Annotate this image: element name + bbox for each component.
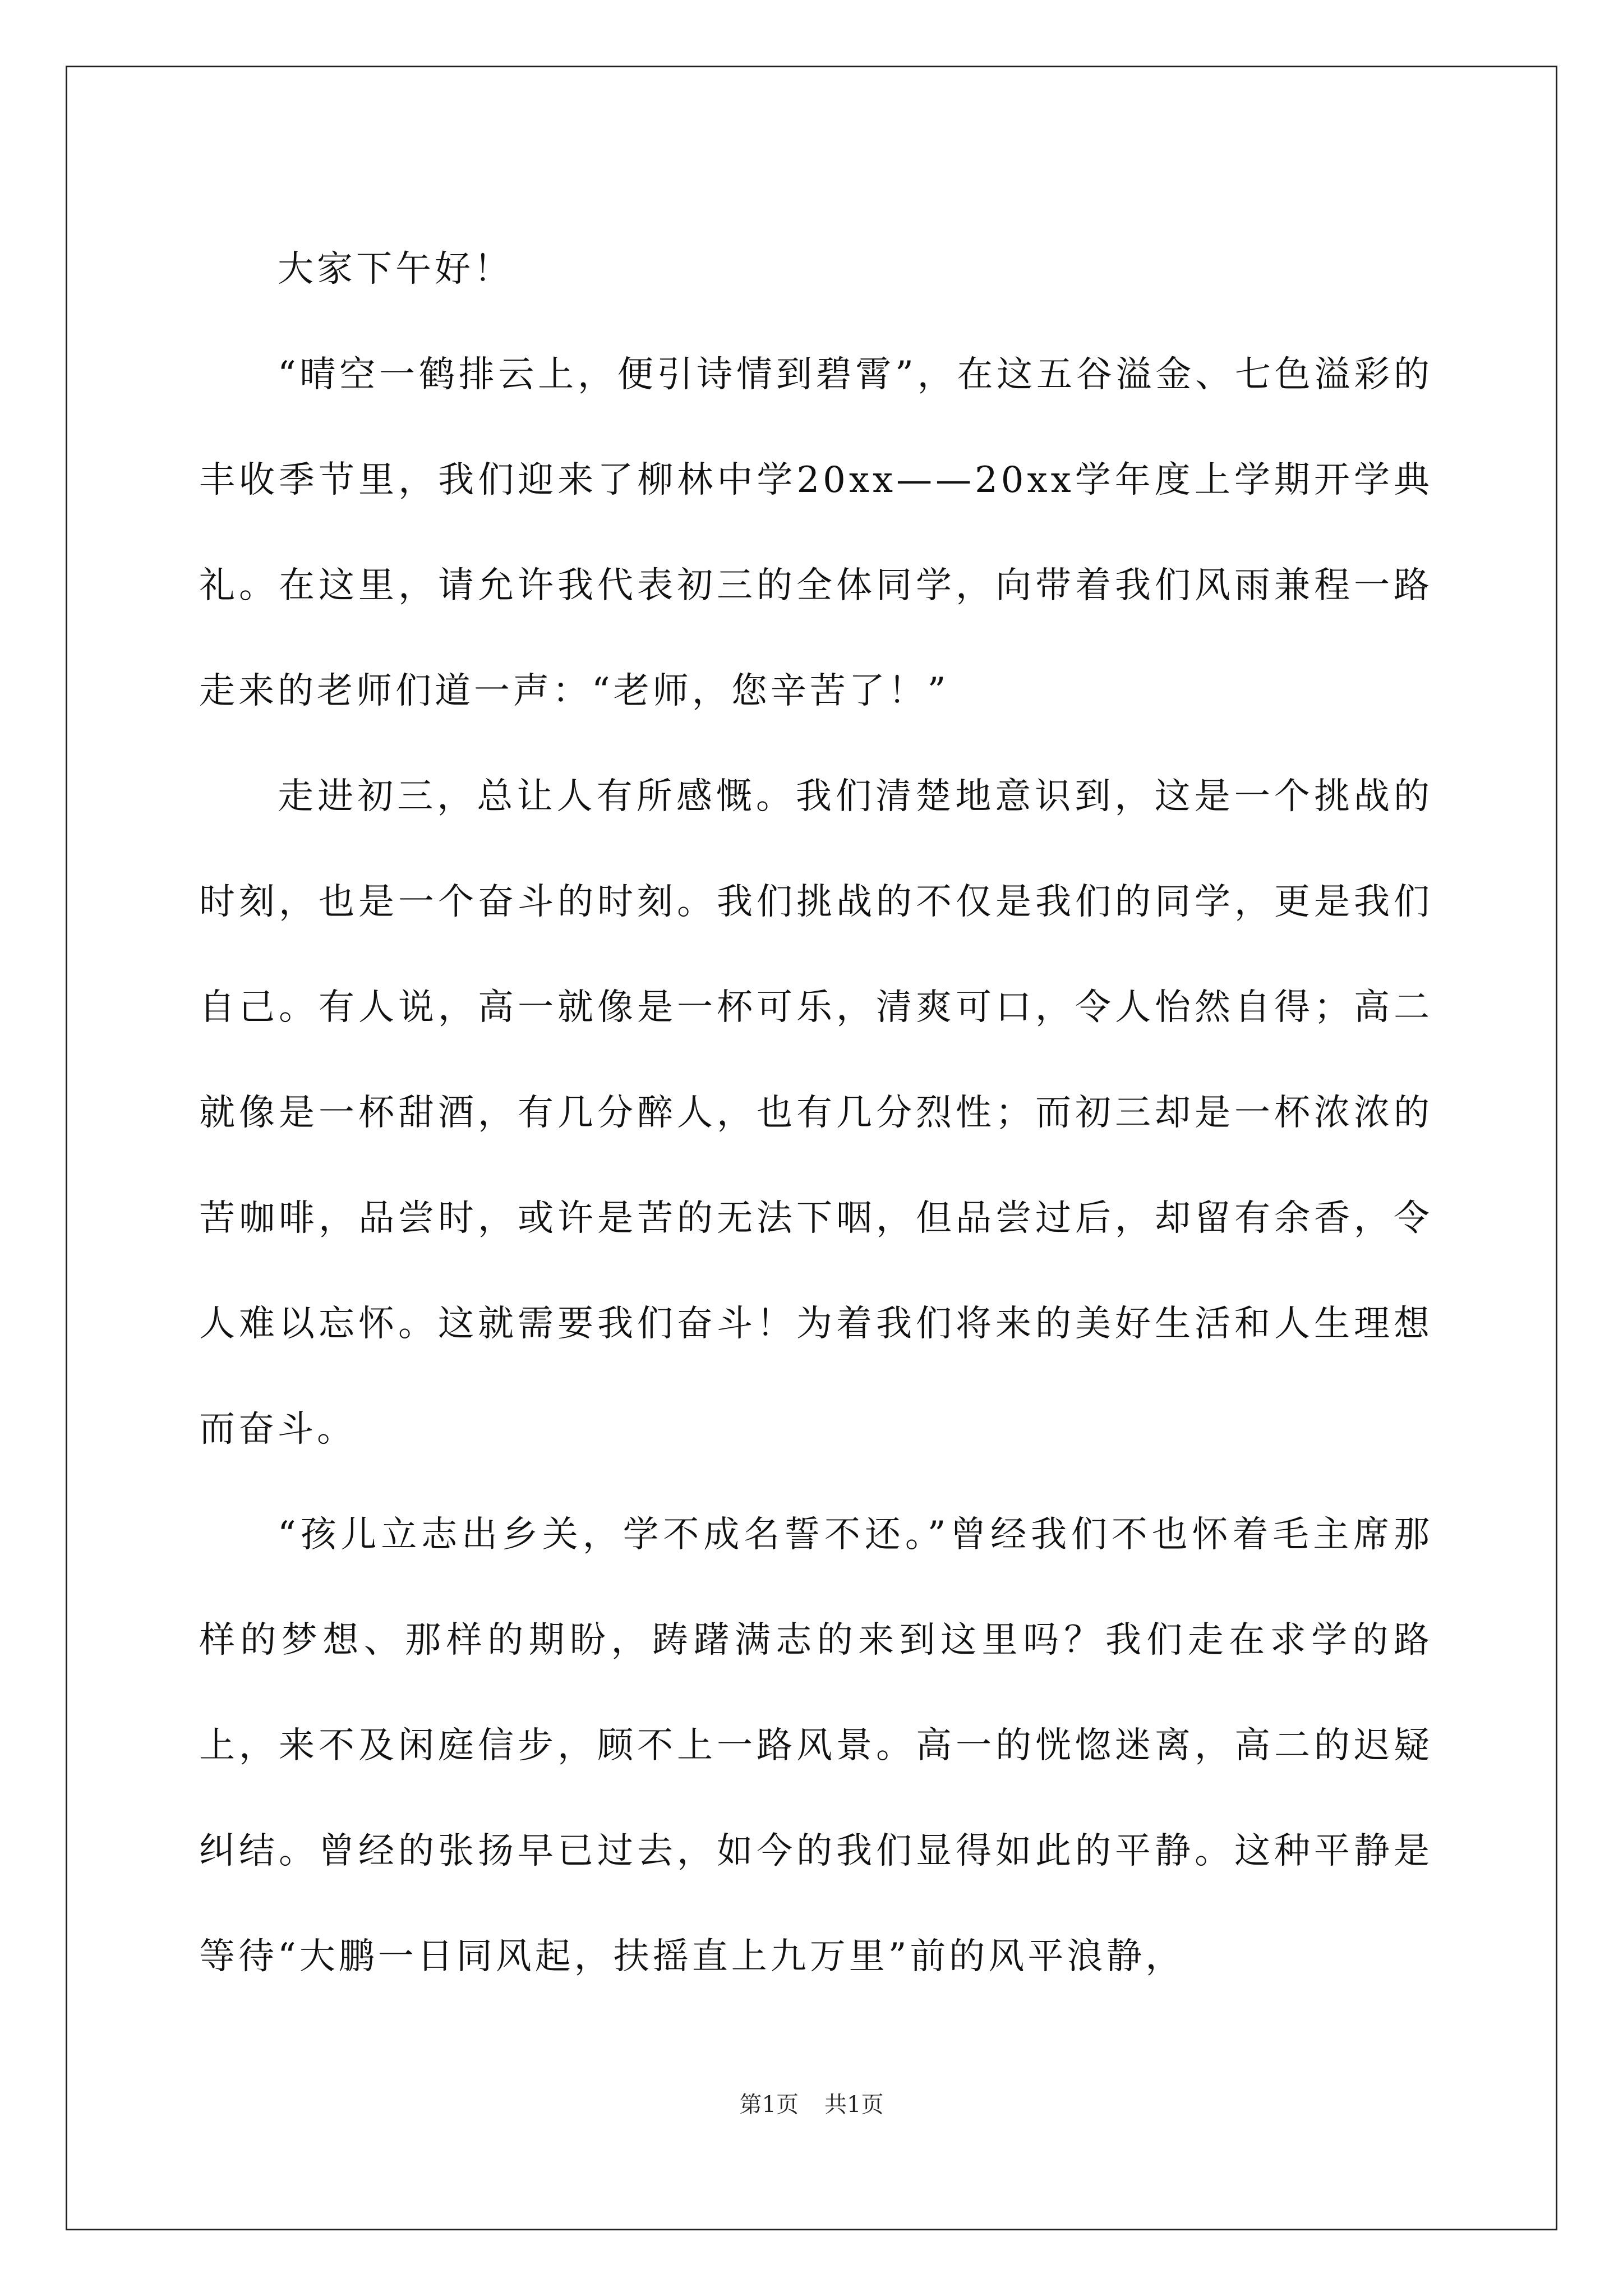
- paragraph-greeting: 大家下午好！: [278, 249, 513, 290]
- document-body: [199, 217, 1433, 2009]
- paragraph-opening: “晴空一鹤排云上，便引诗情到碧霄”，在这五谷溢金、七色溢彩的丰收季节里，我们迎来了柳林中学20xx——20xx学年度上学期开学典礼。在这里，请允许我代表初三的全体同学，向带着我们风雨兼程一路走来的老师们道一声：“老师，您辛苦了！”: [199, 354, 1433, 712]
- page-footer: [0, 2091, 1623, 2119]
- page-total: 共1页: [824, 2092, 884, 2118]
- paragraph-grade-three: 走进初三，总让人有所感慨。我们清楚地意识到，这是一个挑战的时刻，也是一个奋斗的时刻。我们挑战的不仅是我们的同学，更是我们自己。有人说，高一就像是一杯可乐，清爽可口，令人怡然自得；高二就像是一杯甜酒，有几分醉人，也有几分烈性；而初三却是一杯浓浓的苦咖啡，品尝时，或许是苦的无法下咽，但品尝过后，却留有余香，令人难以忘怀。这就需要我们奋斗！为着我们将来的美好生活和人生理想而奋斗。: [199, 776, 1433, 1450]
- page-number: 第1页: [739, 2092, 799, 2118]
- paragraph-ambition: “孩儿立志出乡关，学不成名誓不还。”曾经我们不也怀着毛主席那样的梦想、那样的期盼，踌躇满志的来到这里吗？我们走在求学的路上，来不及闲庭信步，顾不上一路风景。高一的恍惚迷离，高二的迟疑纠结。曾经的张扬早已过去，如今的我们显得如此的平静。这种平静是等待“大鹏一日同风起，扶摇直上九万里”前的风平浪静，: [199, 1514, 1433, 1977]
